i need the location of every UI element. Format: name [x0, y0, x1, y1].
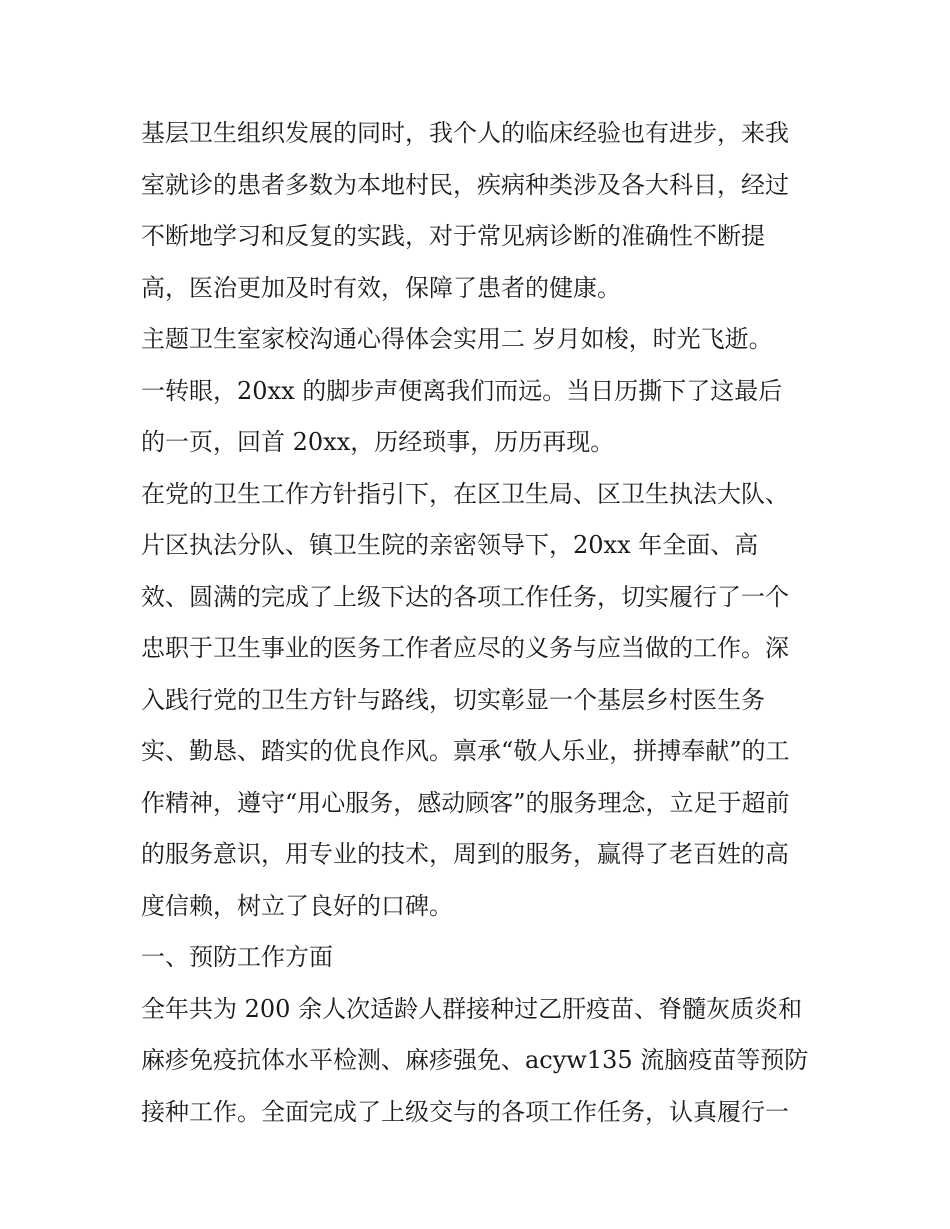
text-line: 高，医治更加及时有效，保障了患者的健康。 [141, 273, 621, 302]
text-line: 不断地学习和反复的实践，对于常见病诊断的准确性不断提 [141, 222, 765, 250]
text-line: 主题卫生室家校沟通心得体会实用二 岁月如梭，时光飞逝。 [141, 325, 773, 353]
text-line: 室就诊的患者多数为本地村民，疾病种类涉及各大科目，经过 [141, 170, 789, 199]
text-line: 入践行党的卫生方针与路线，切实彰显一个基层乡村医生务 [141, 685, 765, 714]
text-line: 接种工作。全面完成了上级交与的各项工作任务，认真履行一 [141, 1097, 789, 1126]
text-line: 麻疹免疫抗体水平检测、麻疹强免、acyw135 流脑疫苗等预防 [141, 1046, 809, 1074]
text-line: 片区执法分队、镇卫生院的亲密领导下，20xx 年全面、高 [141, 531, 759, 559]
text-line: 效、圆满的完成了上级下达的各项工作任务，切实履行了一个 [141, 582, 789, 611]
text-line: 的一页，回首 20xx，历经琐事，历历再现。 [141, 428, 615, 456]
document-body [141, 108, 821, 1138]
text-line: 在党的卫生工作方针指引下，在区卫生局、区卫生执法大队、 [141, 479, 789, 508]
text-line: 基层卫生组织发展的同时，我个人的临床经验也有进步，来我 [141, 119, 789, 147]
text-line: 实、勤恳、踏实的优良作风。禀承“敬人乐业，拼搏奉献”的工 [141, 737, 790, 765]
text-line: 全年共为 200 余人次适龄人群接种过乙肝疫苗、脊髓灰质炎和 [141, 994, 803, 1023]
text-line: 度信赖，树立了良好的口碑。 [141, 891, 453, 920]
text-line: 的服务意识，用专业的技术，周到的服务，赢得了老百姓的高 [141, 840, 789, 868]
text-line: 忠职于卫生事业的医务工作者应尽的义务与应当做的工作。深 [141, 634, 789, 662]
text-line: 作精神，遵守“用心服务，感动顾客”的服务理念，立足于超前 [141, 788, 790, 817]
text-line: 一转眼，20xx 的脚步声便离我们而远。当日历撕下了这最后 [141, 376, 783, 405]
section-heading: 一、预防工作方面 [141, 943, 333, 971]
